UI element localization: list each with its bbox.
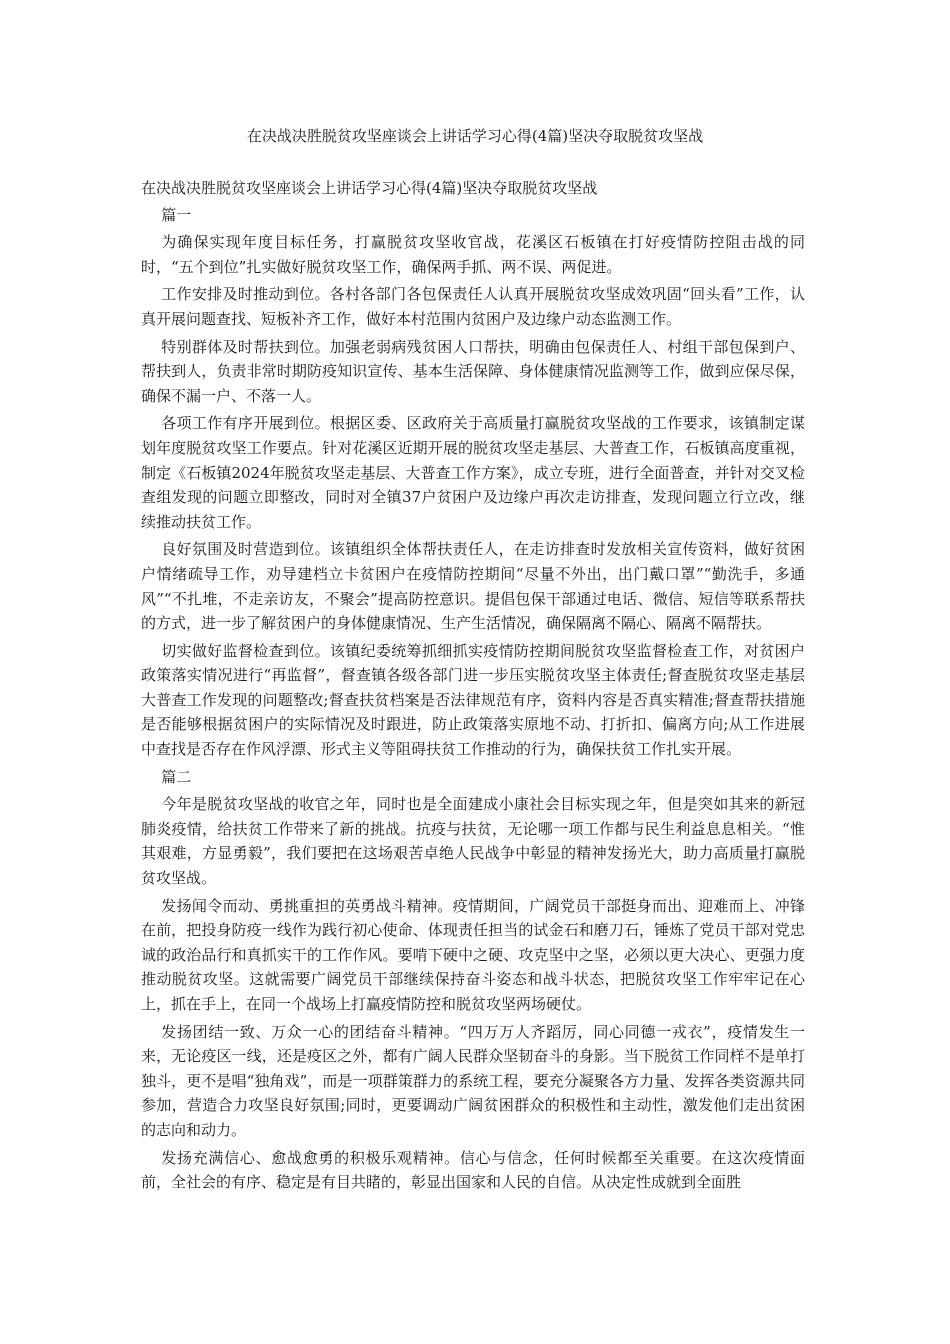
- paragraph: 发扬团结一致、万众一心的团结奋斗精神。“四万万人齐蹈厉，同心同德一戎衣”，疫情发生一来，无论疫区一线，还是疫区之外，都有广阔人民群众坚韧奋斗的身影。当下脱贫工作同样不是单打独斗，更不是唱“独角戏”，而是一项群策群力的系统工程，要充分凝聚各方力量、发挥各类资源共同参加，营造合力攻坚良好氛围;同时，更要调动广阔贫困群众的积极性和主动性，激发他们走出贫困的志向和动力。: [141, 1022, 805, 1139]
- document-body: [141, 176, 805, 1198]
- paragraph: 各项工作有序开展到位。根据区委、区政府关于高质量打赢脱贫攻坚战的工作要求，该镇制定谋划年度脱贫攻坚工作要点。针对花溪区近期开展的脱贫攻坚走基层、大普查工作，石板镇高度重视，制定《石板镇2024年脱贫攻坚走基层、大普查工作方案》，成立专班，进行全面普查，并针对交叉检查组发现的问题立即整改，同时对全镇37户贫困户及边缘户再次走访排查，发现问题立行立改，继续推动扶贫工作。: [141, 414, 805, 531]
- paragraph: 今年是脱贫攻坚战的收官之年，同时也是全面建成小康社会目标实现之年，但是突如其来的新冠肺炎疫情，给扶贫工作带来了新的挑战。抗疫与扶贫，无论哪一项工作都与民生利益息息相关。“惟其艰难，方显勇毅”，我们要把在这场艰苦卓绝人民战争中彰显的精神发扬光大，助力高质量打赢脱贫攻坚战。: [141, 795, 805, 888]
- paragraph: 发扬闻令而动、勇挑重担的英勇战斗精神。疫情期间，广阔党员干部挺身而出、迎难而上、冲锋在前，把投身防疫一线作为践行初心使命、体现责任担当的试金石和磨刀石，锤炼了党员干部对党忠诚的政治品行和真抓实干的工作作风。要啃下硬中之硬、攻克坚中之坚，必须以更大决心、更强力度推动脱贫攻坚。这就需要广阔党员干部继续保持奋斗姿态和战斗状态，把脱贫攻坚工作牢牢记在心上，抓在手上，在同一个战场上打赢疫情防控和脱贫攻坚两场硬仗。: [141, 896, 805, 1013]
- document-title: 在决战决胜脱贫攻坚座谈会上讲话学习心得(4篇)坚决夺取脱贫攻坚战: [246, 127, 704, 145]
- paragraph: 发扬充满信心、愈战愈勇的积极乐观精神。信心与信念，任何时候都至关重要。在这次疫情面前，全社会的有序、稳定是有目共睹的，彰显出国家和人民的自信。从决定性成就到全面胜: [141, 1148, 805, 1192]
- paragraph: 良好氛围及时营造到位。该镇组织全体帮扶责任人，在走访排查时发放相关宣传资料，做好贫困户情绪疏导工作，劝导建档立卡贫困户在疫情防控期间“尽量不外出，出门戴口罩”“勤洗手，多通风”“不扎堆，不走亲访友，不聚会”提高防控意识。提倡包保干部通过电话、微信、短信等联系帮扶的方式，进一步了解贫困户的身体健康情况、生产生活情况，确保隔离不隔心、隔离不隔帮扶。: [141, 540, 805, 633]
- paragraph: 特别群体及时帮扶到位。加强老弱病残贫困人口帮扶，明确由包保责任人、村组干部包保到户、帮扶到人，负责非常时期防疫知识宣传、基本生活保障、身体健康情况监测等工作，做到应保尽保，确保不漏一户、不落一人。: [141, 337, 805, 405]
- paragraph: 工作安排及时推动到位。各村各部门各包保责任人认真开展脱贫攻坚成效巩固“回头看”工作，认真开展问题查找、短板补齐工作，做好本村范围内贫困户及边缘户动态监测工作。: [141, 285, 805, 328]
- paragraph: 切实做好监督检查到位。该镇纪委统筹抓细抓实疫情防控期间脱贫攻坚监督检查工作，对贫困户政策落实情况进行“再监督”，督查镇各级各部门进一步压实脱贫攻坚主体责任;督查脱贫攻坚走基层大普查工作发现的问题整改;督查扶贫档案是否法律规范有序，资料内容是否真实精准;督查帮扶措施是否能够根据贫困户的实际情况及时跟进，防止政策落实原地不动、打折扣、偏离方向;从工作进展中查找是否存在作风浮漂、形式主义等阻碍扶贫工作推动的行为，确保扶贫工作扎实开展。: [141, 641, 805, 759]
- document-subtitle: 在决战决胜脱贫攻坚座谈会上讲话学习心得(4篇)坚决夺取脱贫攻坚战: [141, 179, 598, 197]
- section-heading-1: 篇一: [161, 205, 192, 224]
- paragraph: 为确保实现年度目标任务，打赢脱贫攻坚收官战，花溪区石板镇在打好疫情防控阻击战的同时，“五个到位”扎实做好脱贫攻坚工作，确保两手抓、两不误、两促进。: [141, 233, 805, 276]
- section-heading-2: 篇二: [161, 767, 192, 786]
